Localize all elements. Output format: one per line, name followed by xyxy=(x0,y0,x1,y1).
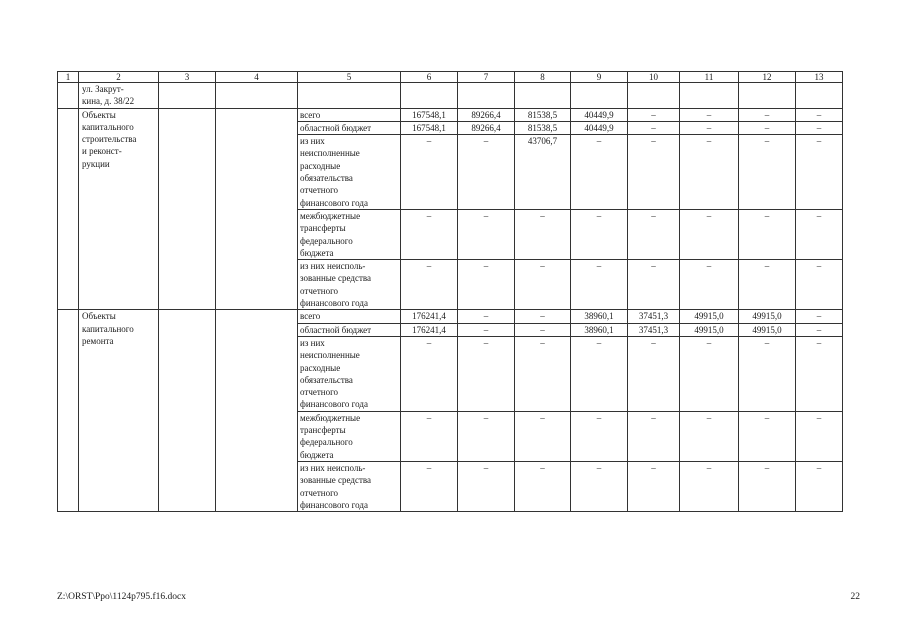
empty-cell xyxy=(515,83,571,109)
empty-cell xyxy=(216,83,298,109)
value-cell: – xyxy=(796,121,843,134)
value-cell: – xyxy=(458,323,515,336)
value-cell: – xyxy=(796,411,843,461)
value-cell: 176241,4 xyxy=(401,323,458,336)
value-cell: – xyxy=(628,411,680,461)
value-cell: 49915,0 xyxy=(739,323,796,336)
empty-cell xyxy=(458,83,515,109)
empty-cell xyxy=(298,83,401,109)
table-body xyxy=(58,72,843,512)
row-label-cell: из них неисполь- зованные средства отчетного финансового года xyxy=(298,461,401,511)
header-cell: 1 xyxy=(58,72,79,83)
value-cell: – xyxy=(571,411,628,461)
empty-cell xyxy=(739,83,796,109)
value-cell: 167548,1 xyxy=(401,108,458,121)
value-cell: – xyxy=(571,461,628,511)
page-number: 22 xyxy=(850,592,860,602)
value-cell: – xyxy=(628,135,680,210)
header-cell: 10 xyxy=(628,72,680,83)
empty-cell xyxy=(571,83,628,109)
row-label-cell: межбюджетные трансферты федерального бюджета xyxy=(298,411,401,461)
value-cell: – xyxy=(739,411,796,461)
value-cell: – xyxy=(458,411,515,461)
value-cell: – xyxy=(680,135,739,210)
header-cell: 7 xyxy=(458,72,515,83)
value-cell: – xyxy=(628,121,680,134)
value-cell: – xyxy=(680,411,739,461)
value-cell: 40449,9 xyxy=(571,108,628,121)
value-cell: – xyxy=(571,209,628,259)
value-cell: 43706,7 xyxy=(515,135,571,210)
value-cell: – xyxy=(628,336,680,411)
header-cell: 8 xyxy=(515,72,571,83)
value-cell: – xyxy=(401,336,458,411)
value-cell: – xyxy=(515,461,571,511)
value-cell: – xyxy=(680,336,739,411)
value-cell: – xyxy=(401,260,458,310)
row-label-cell: межбюджетные трансферты федерального бюджета xyxy=(298,209,401,259)
value-cell: 176241,4 xyxy=(401,310,458,323)
value-cell: 49915,0 xyxy=(739,310,796,323)
value-cell: 37451,3 xyxy=(628,323,680,336)
value-cell: – xyxy=(796,108,843,121)
budget-table xyxy=(57,71,843,512)
value-cell: – xyxy=(515,323,571,336)
header-cell: 4 xyxy=(216,72,298,83)
value-cell: 40449,9 xyxy=(571,121,628,134)
empty-cell xyxy=(58,83,79,109)
value-cell: 38960,1 xyxy=(571,323,628,336)
value-cell: – xyxy=(796,209,843,259)
value-cell: – xyxy=(571,135,628,210)
row-label-cell: из них неисполь- зованные средства отчетного финансового года xyxy=(298,260,401,310)
header-cell: 2 xyxy=(79,72,159,83)
value-cell: – xyxy=(739,121,796,134)
value-cell: – xyxy=(401,209,458,259)
value-cell: – xyxy=(628,260,680,310)
row-label-cell: из них неисполненные расходные обязательства отчетного финансового года xyxy=(298,135,401,210)
row-label-cell: областной бюджет xyxy=(298,323,401,336)
header-cell: 5 xyxy=(298,72,401,83)
value-cell: – xyxy=(458,209,515,259)
address-row xyxy=(58,83,843,109)
value-cell: 81538,5 xyxy=(515,108,571,121)
value-cell: 49915,0 xyxy=(680,310,739,323)
file-path: Z:\ORST\Ppo\1124p795.f16.docx xyxy=(57,592,186,602)
empty-cell xyxy=(159,83,216,109)
header-cell: 12 xyxy=(739,72,796,83)
empty-cell xyxy=(159,108,216,310)
value-cell: – xyxy=(401,135,458,210)
row-number-cell xyxy=(58,310,79,512)
value-cell: – xyxy=(515,336,571,411)
value-cell: – xyxy=(458,135,515,210)
value-cell: – xyxy=(628,461,680,511)
value-cell: – xyxy=(796,461,843,511)
value-cell: – xyxy=(680,260,739,310)
value-cell: – xyxy=(680,108,739,121)
value-cell: – xyxy=(796,336,843,411)
row-label-cell: из них неисполненные расходные обязательства отчетного финансового года xyxy=(298,336,401,411)
value-cell: – xyxy=(739,336,796,411)
empty-cell xyxy=(796,83,843,109)
value-cell: – xyxy=(458,461,515,511)
value-cell: – xyxy=(739,108,796,121)
value-cell: – xyxy=(739,461,796,511)
value-cell: – xyxy=(458,336,515,411)
value-cell: – xyxy=(515,260,571,310)
value-cell: – xyxy=(515,310,571,323)
value-cell: 81538,5 xyxy=(515,121,571,134)
value-cell: – xyxy=(796,260,843,310)
header-cell: 11 xyxy=(680,72,739,83)
empty-cell xyxy=(401,83,458,109)
value-cell: – xyxy=(739,260,796,310)
row-number-cell xyxy=(58,108,79,310)
value-cell: 38960,1 xyxy=(571,310,628,323)
group-title-cell: Объекты капитального строительства и реконст- рукции xyxy=(79,108,159,310)
value-cell: 49915,0 xyxy=(680,323,739,336)
value-cell: – xyxy=(680,121,739,134)
row-label-cell: всего xyxy=(298,310,401,323)
value-cell: – xyxy=(571,336,628,411)
header-cell: 13 xyxy=(796,72,843,83)
value-cell: 167548,1 xyxy=(401,121,458,134)
empty-cell xyxy=(680,83,739,109)
header-cell: 9 xyxy=(571,72,628,83)
table-row xyxy=(58,310,843,323)
value-cell: 89266,4 xyxy=(458,108,515,121)
value-cell: 37451,3 xyxy=(628,310,680,323)
value-cell: – xyxy=(796,323,843,336)
row-label-cell: всего xyxy=(298,108,401,121)
value-cell: 89266,4 xyxy=(458,121,515,134)
value-cell: – xyxy=(458,310,515,323)
header-cell: 3 xyxy=(159,72,216,83)
value-cell: – xyxy=(571,260,628,310)
value-cell: – xyxy=(401,461,458,511)
address-cell: ул. Закрут- кина, д. 38/22 xyxy=(79,83,159,109)
empty-cell xyxy=(216,108,298,310)
value-cell: – xyxy=(680,209,739,259)
value-cell: – xyxy=(515,411,571,461)
row-label-cell: областной бюджет xyxy=(298,121,401,134)
empty-cell xyxy=(216,310,298,512)
value-cell: – xyxy=(458,260,515,310)
table-row xyxy=(58,108,843,121)
value-cell: – xyxy=(628,108,680,121)
value-cell: – xyxy=(796,310,843,323)
value-cell: – xyxy=(401,411,458,461)
header-row xyxy=(58,72,843,83)
value-cell: – xyxy=(680,461,739,511)
empty-cell xyxy=(159,310,216,512)
empty-cell xyxy=(628,83,680,109)
value-cell: – xyxy=(739,209,796,259)
header-cell: 6 xyxy=(401,72,458,83)
group-title-cell: Объекты капитального ремонта xyxy=(79,310,159,512)
value-cell: – xyxy=(628,209,680,259)
value-cell: – xyxy=(739,135,796,210)
value-cell: – xyxy=(515,209,571,259)
value-cell: – xyxy=(796,135,843,210)
